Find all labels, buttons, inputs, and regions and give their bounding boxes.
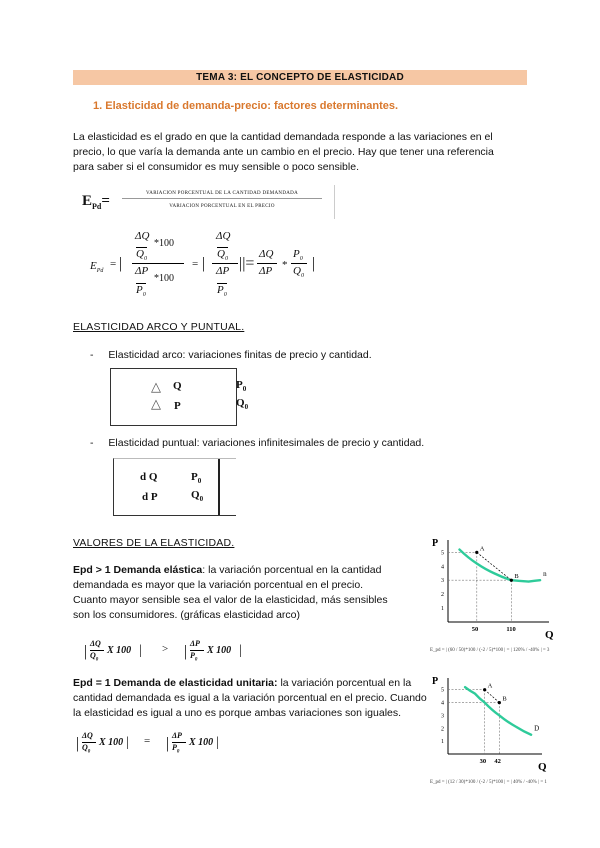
intro-paragraph <box>73 130 533 175</box>
unitary-x100-2: X 100 <box>189 737 214 748</box>
bullet-arc <box>90 349 372 361</box>
formula2-q0: $Q_0$ <box>136 248 147 263</box>
arc-formula-box <box>110 368 249 426</box>
elastic-x100-2: X 100 <box>207 645 232 656</box>
elastic-bold: Epd > 1 Demanda elástica <box>73 564 203 576</box>
elastic-x100: X 100 <box>107 645 132 656</box>
elastic-bar: | <box>84 643 88 660</box>
point-label: A <box>479 545 485 553</box>
y-tick-label: 1 <box>441 606 444 613</box>
elastic-line: son los consumidores. (gráficas elasticidad arco) <box>73 609 301 621</box>
y-tick-label: 2 <box>441 726 444 733</box>
chart2-caption: E_pd = | (12 / 30)*100 / (-2 / 5)*100 | = | 40% / -40% | = 1 <box>430 780 547 785</box>
bullet-arc-text: Elasticidad arco: variaciones finitas de precio y cantidad. <box>108 349 372 361</box>
formula2-rule-4 <box>291 263 307 264</box>
point-label: B <box>502 695 507 703</box>
unitary-op: = <box>144 735 151 747</box>
point-q0: $Q_0$ <box>191 489 204 504</box>
point-p0: $P_0$ <box>191 471 202 486</box>
formula2-p0-2: $P_0$ <box>217 284 227 299</box>
y-axis-label: P <box>432 538 439 549</box>
bullet-dash: - <box>90 437 94 449</box>
delta-triangle-icon: △ <box>151 379 161 394</box>
formula2-eq-2: = <box>192 258 199 270</box>
x-tick-label: 42 <box>494 758 501 765</box>
delta-triangle-icon: △ <box>151 396 161 411</box>
elastic-num2: ΔP <box>190 639 200 648</box>
unitary-bar-3: | <box>166 735 170 752</box>
data-point <box>475 551 478 554</box>
intro-line: precio, lo que varía la demanda ante un cambio en el precio. Hay que tener una referencia <box>73 146 494 158</box>
formula2-dq-3: ΔQ <box>259 248 274 260</box>
formula2-eq: = <box>110 258 117 270</box>
y-tick-label: 5 <box>441 550 444 557</box>
formula2-dp-2: ΔP <box>216 265 230 277</box>
formula2-dp: ΔP <box>135 265 149 277</box>
unitary-bold: Epd = 1 Demanda de elasticidad unitaria: <box>73 677 278 689</box>
formula2-dq: ΔQ <box>135 230 150 242</box>
chart1-caption: E_pd = | (60 / 50)*100 / (-2 / 5)*100 | = | 120% / -40% | = 3 <box>430 648 550 653</box>
unitary-num1: ΔQ <box>82 731 93 740</box>
x-tick-label: 110 <box>506 626 516 633</box>
unitary-equality <box>76 731 266 761</box>
unitary-bar-4: | <box>216 735 219 750</box>
elastic-line: demandada es mayor que la variación porcentual en el precio. <box>73 579 364 591</box>
arc-q0: $Q_0$ <box>236 397 249 412</box>
unitary-x100: X 100 <box>99 737 124 748</box>
point-label: B <box>514 573 519 581</box>
elastic-line: Cuanto mayor sensible sea el valor de la elasticidad, más sensibles <box>73 594 388 606</box>
formula-lhs: $E_{Pd}=$ <box>82 193 110 211</box>
unitary-rest: la variación porcentual en la <box>277 677 412 689</box>
formula-denominator: VARIACION PORCENTUAL EN EL PRECIO <box>169 204 275 209</box>
unitary-bar: | <box>76 735 80 752</box>
curve-label: n <box>543 570 547 579</box>
y-tick-label: 5 <box>441 687 444 694</box>
elastic-inequality <box>84 639 274 669</box>
x-axis-label: Q <box>538 761 547 772</box>
y-tick-label: 3 <box>441 713 444 720</box>
arc-point-heading: ELASTICIDAD ARCO Y PUNTUAL. <box>73 321 245 333</box>
data-point <box>510 579 513 582</box>
unitary-demand-chart <box>428 672 558 772</box>
y-tick-label: 4 <box>441 700 444 707</box>
y-tick-label: 4 <box>441 564 444 571</box>
section-heading-1: 1. Elasticidad de demanda-precio: factores determinantes. <box>93 100 399 112</box>
intro-line: para saber si el consumidor es muy sensible o poco sensible. <box>73 161 359 173</box>
arc-q: Q <box>173 380 182 392</box>
arc-p: P <box>174 400 181 412</box>
elastic-num1: ΔQ <box>90 639 101 648</box>
formula2-x100: *100 <box>154 238 174 249</box>
formula2-q0-3: $Q_0$ <box>293 265 304 280</box>
data-point <box>498 701 501 704</box>
formula2-bar: | <box>119 255 123 272</box>
y-axis-label: P <box>432 676 439 687</box>
elastic-bar-4: | <box>239 643 242 658</box>
demand-curve <box>460 550 541 582</box>
formula2-x100-2: *100 <box>154 273 174 284</box>
x-tick-label: 50 <box>471 626 479 633</box>
elastic-demand-chart <box>428 532 558 647</box>
elastic-paragraph <box>73 563 413 623</box>
y-tick-label: 2 <box>441 592 444 599</box>
unitary-bar-2: | <box>126 735 129 750</box>
data-point <box>483 688 486 691</box>
formula2-bar-mid: ||= <box>239 255 255 272</box>
elastic-den2: $P_0$ <box>190 651 198 663</box>
unitary-line: cantidad demandada es igual a la variación porcentual en el precio. Cuando <box>73 692 427 704</box>
arc-p0: $P_0$ <box>236 379 247 394</box>
x-axis-label: Q <box>545 629 554 641</box>
formula-expanded <box>88 228 328 306</box>
elastic-bar-3: | <box>184 643 188 660</box>
bullet-point <box>90 437 424 449</box>
formula-definition <box>78 185 335 219</box>
formula2-main-rule <box>132 263 184 264</box>
point-formula-box <box>113 458 236 516</box>
elastic-rest: : la variación porcentual en la cantidad <box>202 564 382 576</box>
unitary-num2: ΔP <box>172 731 182 740</box>
formula2-lhs: $E_{Pd}$ <box>90 260 104 275</box>
y-tick-label: 1 <box>441 739 444 746</box>
unitary-line: la elasticidad es igual a uno es porque ambas variaciones son iguales. <box>73 707 402 719</box>
arc-chord <box>485 690 500 703</box>
formula2-p0: $P_0$ <box>136 284 146 299</box>
formula2-rule-3 <box>257 263 277 264</box>
intro-line: La elasticidad es el grado en que la cantidad demandada responde a las variaciones en el <box>73 131 493 143</box>
point-label: A <box>487 682 493 690</box>
formula2-p0-3: $P_0$ <box>293 248 303 263</box>
curve-label: D <box>534 724 540 733</box>
unitary-paragraph <box>73 676 453 721</box>
formula2-q0-2: $Q_0$ <box>217 248 228 263</box>
y-tick-label: 3 <box>441 578 444 585</box>
formula2-times: * <box>282 259 288 271</box>
document-title: TEMA 3: EL CONCEPTO DE ELASTICIDAD <box>73 70 527 85</box>
bullet-dash: - <box>90 349 94 361</box>
point-box-divider <box>218 459 220 515</box>
x-tick-label: 30 <box>479 758 487 765</box>
demand-curve <box>465 687 531 735</box>
formula2-bar-2: | <box>202 255 206 272</box>
formula2-dq-2: ΔQ <box>216 230 231 242</box>
elastic-op: > <box>162 643 169 655</box>
point-dp: d P <box>142 491 158 503</box>
formula2-dp-3: ΔP <box>259 265 273 277</box>
bullet-point-text: Elasticidad puntual: variaciones infinitesimales de precio y cantidad. <box>108 437 425 449</box>
unitary-den1: $Q_0$ <box>82 743 91 755</box>
formula2-bar-close: | <box>312 255 316 272</box>
values-heading: VALORES DE LA ELASTICIDAD. <box>73 537 235 549</box>
formula-numerator: VARIACION PORCENTUAL DE LA CANTIDAD DEMANDADA <box>122 191 322 199</box>
elastic-bar-2: | <box>139 643 142 658</box>
point-dq: d Q <box>140 471 158 483</box>
formula2-rule-2 <box>212 263 238 264</box>
unitary-den2: $P_0$ <box>172 743 180 755</box>
elastic-den1: $Q_0$ <box>90 651 99 663</box>
